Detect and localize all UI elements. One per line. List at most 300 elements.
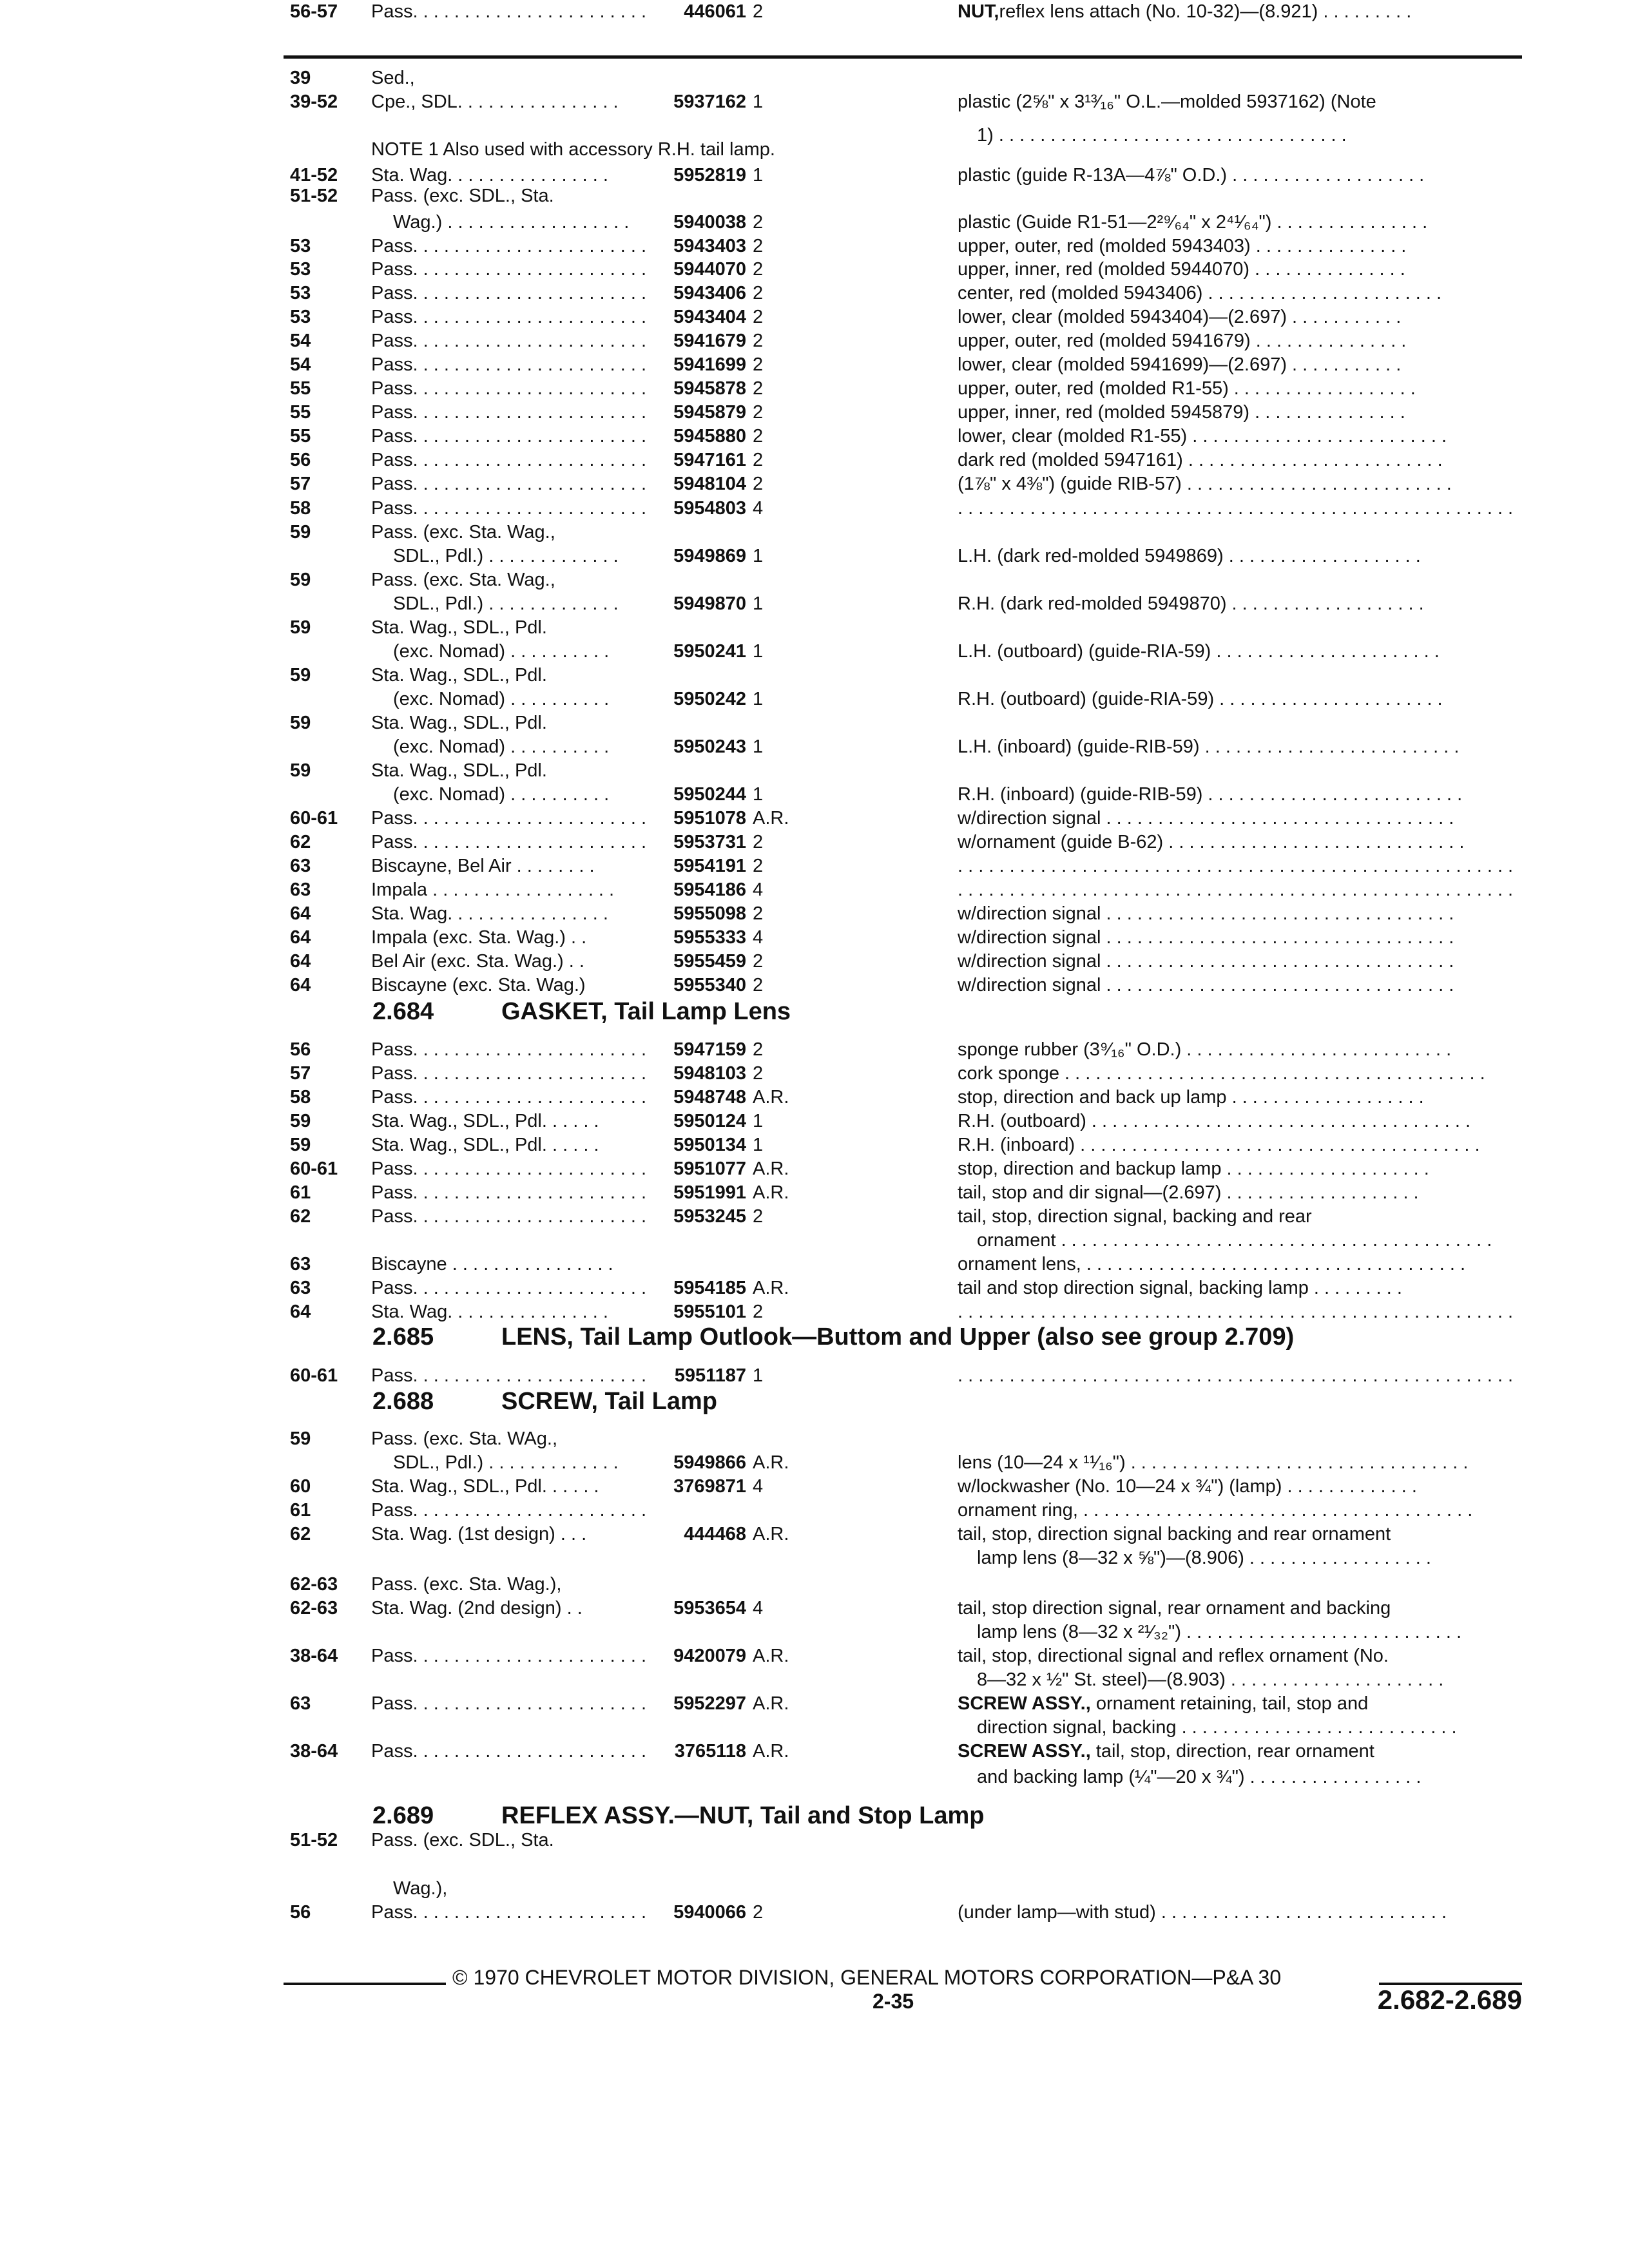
- part-number: 446061: [684, 1, 746, 22]
- part-row: [0, 1692, 1629, 1715]
- model-year: 62-63: [290, 1598, 338, 1619]
- part-row: [0, 0, 1629, 23]
- quantity: 2: [753, 450, 764, 470]
- part-number: 5951078: [673, 808, 746, 829]
- quantity: 1: [753, 91, 764, 112]
- quantity: 2: [753, 903, 764, 924]
- description: [958, 90, 1513, 113]
- model-cell: (exc. Nomad) . . . . . . . . . .: [393, 689, 610, 709]
- part-number: 5943404: [673, 307, 746, 327]
- part-row: [0, 497, 1629, 520]
- part-number: 5955333: [673, 927, 746, 948]
- part-number: 5949870: [673, 593, 746, 614]
- model-year: 59: [290, 665, 311, 686]
- model-cell: Pass. . . . . . . . . . . . . . . . . . . . . . .: [371, 1365, 647, 1386]
- part-row: [0, 1157, 1629, 1180]
- part-row: [0, 305, 1629, 329]
- model-cell: Pass. . . . . . . . . . . . . . . . . . . . . . .: [371, 354, 647, 375]
- description: [958, 1692, 1513, 1715]
- model-year: 60-61: [290, 1158, 338, 1179]
- description: [958, 235, 1513, 258]
- part-number: 5955101: [673, 1302, 746, 1322]
- description-bold: SCREW ASSY.,: [958, 1741, 1091, 1762]
- group-number: 2.689: [372, 1802, 434, 1829]
- continuation-row: [0, 544, 1629, 568]
- model-cell: Pass. (exc. Sta. Wag.,: [371, 522, 555, 543]
- model-year: 60: [290, 1476, 311, 1497]
- continuation-row: [0, 1546, 1629, 1570]
- description-text: plastic (Guide R1-51—2²⁹⁄₆₄" x 2⁴¹⁄₆₄") . . . . . . . . . . . . . . .: [958, 212, 1428, 233]
- model-year: 56-57: [290, 1, 338, 22]
- quantity: 4: [753, 1598, 764, 1619]
- part-number: 5954185: [673, 1278, 746, 1298]
- model-cell: Pass. . . . . . . . . . . . . . . . . . . . . . .: [371, 331, 647, 351]
- model-year: 64: [290, 903, 311, 924]
- page-number: 2-35: [872, 1990, 914, 2013]
- model-cell: Wag.) . . . . . . . . . . . . . . . . . .: [393, 212, 630, 233]
- quantity: 1: [753, 689, 764, 709]
- model-cell: Sta. Wag., SDL., Pdl.: [371, 760, 547, 781]
- part-number: 5949866: [673, 1452, 746, 1473]
- model-year: 62-63: [290, 1574, 338, 1595]
- model-year: 38-64: [290, 1646, 338, 1666]
- model-cell: Bel Air (exc. Sta. Wag.) . .: [371, 951, 584, 972]
- part-number: 5950134: [673, 1135, 746, 1155]
- part-number: 5950244: [673, 784, 746, 805]
- continuation-row: [0, 1765, 1629, 1789]
- description-text: direction signal, backing . . . . . . . . . . . . . . . . . . . . . . . . . . .: [977, 1717, 1457, 1738]
- part-number: 3769871: [673, 1476, 746, 1497]
- model-cell: Pass. (exc. Sta. Wag.),: [371, 1574, 562, 1595]
- description-text: L.H. (inboard) (guide-RIB-59) . . . . . . . . . . . . . . . . . . . . . . . . .: [958, 736, 1460, 757]
- model-cell: (exc. Nomad) . . . . . . . . . .: [393, 641, 610, 662]
- description: [958, 211, 1513, 234]
- part-row: [0, 1740, 1629, 1763]
- model-cell: Pass. . . . . . . . . . . . . . . . . . . . . . .: [371, 259, 647, 280]
- description: [977, 1620, 1513, 1644]
- description-text: lens (10—24 x ¹¹⁄₁₆") . . . . . . . . . . . . . . . . . . . . . . . . . . . . . . . . .: [958, 1452, 1469, 1473]
- part-number: 5950124: [673, 1111, 746, 1131]
- model-year: 54: [290, 354, 311, 375]
- description: [958, 472, 1513, 495]
- description: [958, 592, 1513, 615]
- section-title: GASKET, Tail Lamp Lens: [501, 998, 791, 1025]
- quantity: A.R.: [753, 1182, 789, 1203]
- section-title: REFLEX ASSY.—NUT, Tail and Stop Lamp: [501, 1802, 985, 1829]
- model-year: 56: [290, 1039, 311, 1060]
- description: [958, 1133, 1513, 1157]
- description: [958, 1253, 1513, 1276]
- section-heading: [0, 997, 1629, 1026]
- part-row: [0, 1300, 1629, 1323]
- model-year: 56: [290, 450, 311, 470]
- model-cell: Pass. (exc. SDL., Sta.: [371, 1830, 554, 1850]
- model-year: 55: [290, 378, 311, 399]
- quantity: 2: [753, 378, 764, 399]
- model-year: 61: [290, 1182, 311, 1203]
- quantity: 2: [753, 259, 764, 280]
- description-text: center, red (molded 5943406) . . . . . . . . . . . . . . . . . . . . . . .: [958, 283, 1442, 303]
- description: [958, 1475, 1513, 1498]
- description-text: ornament retaining, tail, stop and: [1090, 1693, 1369, 1714]
- description: [958, 1276, 1513, 1300]
- description: [958, 329, 1513, 352]
- description-text: . . . . . . . . . . . . . . . . . . . . . . . . . . . . . . . . . . . . . . . . . . . . . . . . . . . . . .: [958, 1302, 1513, 1322]
- note-row: [0, 138, 1629, 161]
- part-row: [0, 664, 1629, 687]
- part-number: 5954191: [673, 856, 746, 876]
- description: [958, 1300, 1513, 1323]
- model-cell: Pass. (exc. Sta. WAg.,: [371, 1428, 558, 1449]
- group-number: 2.685: [372, 1323, 434, 1350]
- model-cell: Sta. Wag. (2nd design) . .: [371, 1598, 583, 1619]
- part-row: [0, 66, 1629, 90]
- part-row: [0, 1253, 1629, 1276]
- quantity: A.R.: [753, 1693, 789, 1714]
- quantity: 2: [753, 331, 764, 351]
- quantity: 2: [753, 212, 764, 233]
- part-number: 5944070: [673, 259, 746, 280]
- part-row: [0, 377, 1629, 400]
- part-number: 5955459: [673, 951, 746, 972]
- description: [977, 1229, 1513, 1252]
- part-number: 5937162: [673, 91, 746, 112]
- part-number: 5950243: [673, 736, 746, 757]
- model-year: 53: [290, 307, 311, 327]
- quantity: 2: [753, 856, 764, 876]
- part-row: [0, 878, 1629, 901]
- model-cell: Sta. Wag. . . . . . . . . . . . . . . .: [371, 1302, 608, 1322]
- quantity: 2: [753, 426, 764, 447]
- model-year: 41-52: [290, 165, 338, 186]
- model-cell: Pass. . . . . . . . . . . . . . . . . . . . . . .: [371, 1741, 647, 1762]
- description: [958, 1740, 1513, 1763]
- description-text: upper, inner, red (molded 5944070) . . . . . . . . . . . . . . .: [958, 259, 1405, 280]
- description-text: upper, inner, red (molded 5945879) . . . . . . . . . . . . . . .: [958, 402, 1405, 423]
- part-row: [0, 854, 1629, 878]
- part-number: 5950242: [673, 689, 746, 709]
- description: [958, 377, 1513, 400]
- part-row: [0, 401, 1629, 424]
- model-year: 59: [290, 617, 311, 638]
- model-year: 64: [290, 927, 311, 948]
- description: [958, 1901, 1513, 1924]
- model-cell: Pass. . . . . . . . . . . . . . . . . . . . . . .: [371, 498, 647, 519]
- part-row: [0, 568, 1629, 591]
- note-text: NOTE 1 Also used with accessory R.H. tail lamp.: [371, 139, 775, 160]
- description: [958, 1086, 1513, 1109]
- quantity: 2: [753, 1, 764, 22]
- description-text: ornament ring, . . . . . . . . . . . . . . . . . . . . . . . . . . . . . . . . . . . . . .: [958, 1500, 1473, 1521]
- part-number: 444468: [684, 1524, 746, 1544]
- model-year: 60-61: [290, 808, 338, 829]
- part-number: 5948103: [673, 1063, 746, 1084]
- part-row: [0, 1573, 1629, 1596]
- description-text: (1⅞" x 4⅜") (guide RIB-57) . . . . . . . . . . . . . . . . . . . . . . . . . .: [958, 474, 1452, 494]
- part-row: [0, 1133, 1629, 1157]
- continuation-row: [0, 1451, 1629, 1474]
- description-text: L.H. (dark red-molded 5949869) . . . . . . . . . . . . . . . . . . .: [958, 546, 1421, 566]
- part-row: [0, 1110, 1629, 1133]
- model-year: 62: [290, 832, 311, 852]
- model-year: 55: [290, 402, 311, 423]
- description: [958, 1644, 1513, 1667]
- description-text: lower, clear (molded 5941699)—(2.697) . . . . . . . . . . .: [958, 354, 1402, 375]
- part-number: 5952819: [673, 165, 746, 186]
- model-cell: Pass. . . . . . . . . . . . . . . . . . . . . . .: [371, 1063, 647, 1084]
- continuation-row: [0, 1668, 1629, 1691]
- description: [977, 1716, 1513, 1739]
- description: [958, 448, 1513, 472]
- model-cell: Pass. . . . . . . . . . . . . . . . . . . . . . .: [371, 1693, 647, 1714]
- model-cell: SDL., Pdl.) . . . . . . . . . . . . .: [393, 1452, 619, 1473]
- model-cell: (exc. Nomad) . . . . . . . . . .: [393, 784, 610, 805]
- model-cell: Pass. . . . . . . . . . . . . . . . . . . . . . .: [371, 236, 647, 256]
- model-year: 59: [290, 760, 311, 781]
- continuation-row: [0, 640, 1629, 663]
- description-text: tail, stop direction signal, rear ornament and backing: [958, 1598, 1391, 1619]
- description-text: tail, stop, direction signal, backing and rear: [958, 1206, 1312, 1227]
- model-cell: (exc. Nomad) . . . . . . . . . .: [393, 736, 610, 757]
- part-number: 3765118: [674, 1741, 746, 1762]
- continuation-row: [0, 1877, 1629, 1900]
- description: [958, 902, 1513, 925]
- part-number: 5941699: [673, 354, 746, 375]
- model-year: 39-52: [290, 91, 338, 112]
- group-number: 2.684: [372, 998, 434, 1025]
- model-cell: Pass. . . . . . . . . . . . . . . . . . . . . . .: [371, 808, 647, 829]
- group-number: 2.688: [372, 1388, 434, 1415]
- part-row: [0, 759, 1629, 782]
- description: [977, 1546, 1513, 1570]
- description: [958, 258, 1513, 281]
- model-cell: Sta. Wag., SDL., Pdl. . . . . .: [371, 1111, 599, 1131]
- model-year: 59: [290, 1111, 311, 1131]
- part-number: 5951187: [674, 1365, 746, 1386]
- model-cell: Pass. . . . . . . . . . . . . . . . . . . . . . .: [371, 378, 647, 399]
- description: [958, 735, 1513, 758]
- model-cell: Pass. . . . . . . . . . . . . . . . . . . . . . .: [371, 1278, 647, 1298]
- quantity: 2: [753, 951, 764, 972]
- quantity: A.R.: [753, 1524, 789, 1544]
- model-year: 63: [290, 1278, 311, 1298]
- part-row: [0, 1597, 1629, 1620]
- description-text: tail and stop direction signal, backing lamp . . . . . . . . .: [958, 1278, 1402, 1298]
- part-number: 5940038: [673, 212, 746, 233]
- quantity: A.R.: [753, 1158, 789, 1179]
- model-year: 59: [290, 522, 311, 543]
- description: [958, 950, 1513, 973]
- description-text: upper, outer, red (molded R1-55) . . . . . . . . . . . . . . . . . .: [958, 378, 1416, 399]
- model-year: 59: [290, 1428, 311, 1449]
- description: [958, 1157, 1513, 1180]
- section-heading: [0, 1387, 1629, 1416]
- model-cell: Pass. . . . . . . . . . . . . . . . . . . . . . .: [371, 474, 647, 494]
- part-row: [0, 1038, 1629, 1061]
- model-cell: Cpe., SDL. . . . . . . . . . . . . . . .: [371, 91, 619, 112]
- part-number: 5951077: [673, 1158, 746, 1179]
- part-row: [0, 950, 1629, 973]
- quantity: 1: [753, 593, 764, 614]
- model-cell: Sta. Wag. . . . . . . . . . . . . . . .: [371, 903, 608, 924]
- description: [958, 640, 1513, 663]
- description-text: 8—32 x ½" St. steel)—(8.903) . . . . . . . . . . . . . . . . . . . . .: [977, 1669, 1444, 1690]
- quantity: 2: [753, 1063, 764, 1084]
- model-year: 63: [290, 879, 311, 900]
- description-text: L.H. (outboard) (guide-RIA-59) . . . . . . . . . . . . . . . . . . . . . .: [958, 641, 1440, 662]
- description-text: w/lockwasher (No. 10—24 x ¾") (lamp) . . . . . . . . . . . . .: [958, 1476, 1417, 1497]
- quantity: A.R.: [753, 1278, 789, 1298]
- description-text: lower, clear (molded R1-55) . . . . . . . . . . . . . . . . . . . . . . . . .: [958, 426, 1447, 447]
- quantity: 2: [753, 1302, 764, 1322]
- description-text: R.H. (outboard) . . . . . . . . . . . . . . . . . . . . . . . . . . . . . . . . . . . . .: [958, 1111, 1471, 1131]
- description-text: stop, direction and backup lamp . . . . . . . . . . . . . . . . . . . .: [958, 1158, 1429, 1179]
- part-row: [0, 1475, 1629, 1498]
- part-row: [0, 1427, 1629, 1450]
- description-text: w/direction signal . . . . . . . . . . . . . . . . . . . . . . . . . . . . . . . . . .: [958, 951, 1454, 972]
- model-cell: Pass. . . . . . . . . . . . . . . . . . . . . . .: [371, 1039, 647, 1060]
- section-title: SCREW, Tail Lamp: [501, 1388, 718, 1415]
- continuation-row: [0, 592, 1629, 615]
- model-year: 64: [290, 1302, 311, 1322]
- quantity: 1: [753, 165, 764, 186]
- description: [958, 1523, 1513, 1546]
- quantity: A.R.: [753, 808, 789, 829]
- description: [958, 497, 1513, 520]
- description-text: plastic (2⅝" x 3¹³⁄₁₆" O.L.—molded 5937162) (Note: [958, 91, 1376, 112]
- model-year: 38-64: [290, 1741, 338, 1762]
- section-heading: [0, 1801, 1629, 1831]
- part-number: 5955340: [673, 975, 746, 995]
- part-row: [0, 1829, 1629, 1852]
- description-text: and backing lamp (¼"—20 x ¾") . . . . . . . . . . . . . . . . .: [977, 1767, 1422, 1787]
- description: [958, 425, 1513, 448]
- description-text: sponge rubber (3⁹⁄₁₆" O.D.) . . . . . . . . . . . . . . . . . . . . . . . . . .: [958, 1039, 1452, 1060]
- quantity: 1: [753, 1135, 764, 1155]
- part-row: [0, 258, 1629, 281]
- part-number: 5943403: [673, 236, 746, 256]
- part-row: [0, 282, 1629, 305]
- model-cell: Sta. Wag. . . . . . . . . . . . . . . .: [371, 165, 608, 186]
- part-number: 5953245: [673, 1206, 746, 1227]
- description-text: ornament . . . . . . . . . . . . . . . . . . . . . . . . . . . . . . . . . . . . . . . . . .: [977, 1230, 1492, 1251]
- part-row: [0, 1499, 1629, 1522]
- continuation-row: [0, 1229, 1629, 1252]
- description-text: w/ornament (guide B-62) . . . . . . . . . . . . . . . . . . . . . . . . . . . . .: [958, 832, 1465, 852]
- description: [977, 1765, 1513, 1789]
- part-number: 5952297: [673, 1693, 746, 1714]
- quantity: 2: [753, 402, 764, 423]
- description-text: cork sponge . . . . . . . . . . . . . . . . . . . . . . . . . . . . . . . . . . . . . . . . .: [958, 1063, 1485, 1084]
- part-row: [0, 1086, 1629, 1109]
- description-bold: NUT,: [958, 1, 999, 22]
- part-row: [0, 353, 1629, 376]
- description: [958, 807, 1513, 830]
- model-year: 53: [290, 236, 311, 256]
- model-cell: Pass. . . . . . . . . . . . . . . . . . . . . . .: [371, 283, 647, 303]
- quantity: 2: [753, 236, 764, 256]
- model-year: 63: [290, 1693, 311, 1714]
- model-cell: Biscayne (exc. Sta. Wag.): [371, 975, 586, 995]
- section-heading: [0, 1322, 1629, 1352]
- model-cell: Pass. . . . . . . . . . . . . . . . . . . . . . .: [371, 1087, 647, 1108]
- part-row: [0, 235, 1629, 258]
- description-text: R.H. (inboard) (guide-RIB-59) . . . . . . . . . . . . . . . . . . . . . . . . .: [958, 784, 1463, 805]
- model-cell: Sta. Wag., SDL., Pdl.: [371, 713, 547, 733]
- continuation-row: [0, 687, 1629, 711]
- model-year: 59: [290, 1135, 311, 1155]
- model-cell: Pass. . . . . . . . . . . . . . . . . . . . . . .: [371, 1206, 647, 1227]
- description-text: w/direction signal . . . . . . . . . . . . . . . . . . . . . . . . . . . . . . . . . .: [958, 927, 1454, 948]
- part-row: [0, 926, 1629, 949]
- description: [958, 1451, 1513, 1474]
- copyright-text: © 1970 CHEVROLET MOTOR DIVISION, GENERAL MOTORS CORPORATION—P&A 30: [452, 1966, 1282, 1989]
- continuation-row: [0, 783, 1629, 806]
- part-row: [0, 616, 1629, 639]
- quantity: 4: [753, 879, 764, 900]
- model-cell: Pass. . . . . . . . . . . . . . . . . . . . . . .: [371, 307, 647, 327]
- part-row: [0, 184, 1629, 207]
- part-row: [0, 1181, 1629, 1204]
- model-year: 64: [290, 951, 311, 972]
- model-year: 53: [290, 283, 311, 303]
- continuation-row: [0, 1716, 1629, 1739]
- description-text: R.H. (inboard) . . . . . . . . . . . . . . . . . . . . . . . . . . . . . . . . . . . . . . .: [958, 1135, 1480, 1155]
- model-cell: Biscayne, Bel Air . . . . . . . .: [371, 856, 595, 876]
- description-text: lower, clear (molded 5943404)—(2.697) . . . . . . . . . . .: [958, 307, 1402, 327]
- quantity: 1: [753, 641, 764, 662]
- model-cell: Pass. . . . . . . . . . . . . . . . . . . . . . .: [371, 832, 647, 852]
- part-number: 5950241: [673, 641, 746, 662]
- description: [958, 974, 1513, 997]
- model-year: 58: [290, 1087, 311, 1108]
- description-text: stop, direction and back up lamp . . . . . . . . . . . . . . . . . . .: [958, 1087, 1424, 1108]
- description-text: 1) . . . . . . . . . . . . . . . . . . . . . . . . . . . . . . . . . .: [977, 125, 1347, 146]
- model-year: 51-52: [290, 1830, 338, 1850]
- description-text: ornament lens, . . . . . . . . . . . . . . . . . . . . . . . . . . . . . . . . . . . . .: [958, 1254, 1466, 1274]
- model-year: 59: [290, 713, 311, 733]
- description-text: w/direction signal . . . . . . . . . . . . . . . . . . . . . . . . . . . . . . . . . .: [958, 903, 1454, 924]
- model-year: 56: [290, 1902, 311, 1923]
- quantity: 2: [753, 307, 764, 327]
- quantity: 1: [753, 784, 764, 805]
- model-year: 59: [290, 570, 311, 590]
- quantity: A.R.: [753, 1087, 789, 1108]
- model-year: 54: [290, 331, 311, 351]
- description-text: dark red (molded 5947161) . . . . . . . . . . . . . . . . . . . . . . . . .: [958, 450, 1443, 470]
- description-text: tail, stop, direction, rear ornament: [1090, 1741, 1374, 1762]
- quantity: 2: [753, 474, 764, 494]
- model-year: 39: [290, 68, 311, 88]
- quantity: 2: [753, 1206, 764, 1227]
- model-cell: Impala . . . . . . . . . . . . . . . . . .: [371, 879, 615, 900]
- part-row: [0, 1276, 1629, 1300]
- model-cell: Pass. . . . . . . . . . . . . . . . . . . . . . .: [371, 426, 647, 447]
- quantity: 1: [753, 1111, 764, 1131]
- part-row: [0, 1364, 1629, 1387]
- section-range: 2.682-2.689: [1377, 1984, 1522, 2015]
- footer: [284, 1965, 1522, 1990]
- part-number: 5947161: [673, 450, 746, 470]
- model-year: 60-61: [290, 1365, 338, 1386]
- description: [958, 0, 1513, 23]
- description-text: tail, stop and dir signal—(2.697) . . . . . . . . . . . . . . . . . . .: [958, 1182, 1419, 1203]
- description: [958, 1597, 1513, 1620]
- model-cell: Pass. . . . . . . . . . . . . . . . . . . . . . .: [371, 1182, 647, 1203]
- part-row: [0, 164, 1629, 187]
- quantity: 2: [753, 283, 764, 303]
- description: [958, 401, 1513, 424]
